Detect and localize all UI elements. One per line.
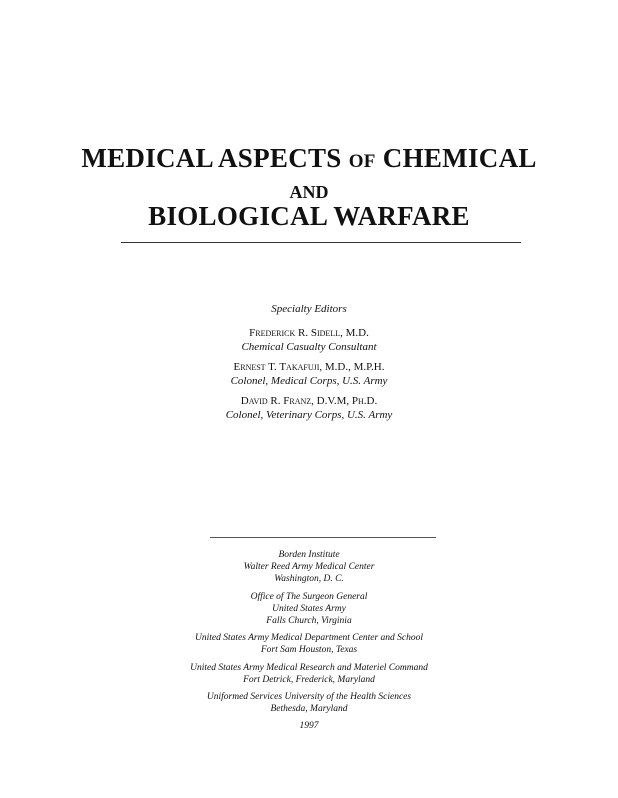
editor-entry — [0, 360, 618, 388]
title-divider — [121, 242, 521, 243]
book-title-line1 — [0, 143, 618, 174]
publisher-line: United States Army — [272, 603, 346, 614]
publisher-section — [0, 549, 618, 733]
publisher-line: Fort Sam Houston, Texas — [260, 645, 358, 656]
title-part2: CHEMICAL — [382, 143, 537, 173]
publisher-divider — [210, 537, 436, 538]
publisher-line: Walter Reed Army Medical Center — [243, 562, 375, 573]
editor-name: Frederick R. Sidell, M.D. — [249, 327, 369, 339]
editor-entry — [0, 394, 618, 422]
publisher-block — [0, 691, 618, 715]
publisher-block — [0, 591, 618, 628]
editor-role: Colonel, Medical Corps, U.S. Army — [230, 375, 388, 387]
publication-year: 1997 — [299, 721, 319, 732]
publisher-line: Uniformed Services University of the Health Sciences — [206, 692, 412, 703]
publisher-line: United States Army Medical Department Center and School — [194, 633, 424, 644]
editors-section — [0, 302, 618, 428]
publisher-line: Falls Church, Virginia — [266, 616, 352, 627]
publisher-block — [0, 662, 618, 686]
editor-role: Chemical Casualty Consultant — [241, 341, 377, 353]
publisher-line: United States Army Medical Research and Materiel Command — [190, 662, 428, 673]
editors-heading: Specialty Editors — [271, 303, 347, 315]
title-part1: MEDICAL ASPECTS — [81, 143, 342, 173]
title-of: OF — [348, 151, 376, 172]
publisher-line: Fort Detrick, Frederick, Maryland — [243, 674, 375, 685]
publisher-line: Borden Institute — [278, 550, 340, 560]
book-title-line2: AND — [289, 182, 329, 202]
publisher-block — [0, 632, 618, 656]
publisher-line: Office of The Surgeon General — [250, 591, 368, 602]
publisher-line: Washington, D. C. — [274, 574, 344, 585]
editor-entry — [0, 326, 618, 354]
publisher-block — [0, 549, 618, 586]
book-title-line3: BIOLOGICAL WARFARE — [148, 201, 470, 231]
publisher-line: Bethesda, Maryland — [270, 704, 348, 715]
editor-name: David R. Franz, D.V.M, Ph.D. — [240, 395, 378, 407]
editor-name: Ernest T. Takafuji, M.D., M.P.H. — [233, 361, 385, 373]
editor-role: Colonel, Veterinary Corps, U.S. Army — [225, 409, 393, 421]
